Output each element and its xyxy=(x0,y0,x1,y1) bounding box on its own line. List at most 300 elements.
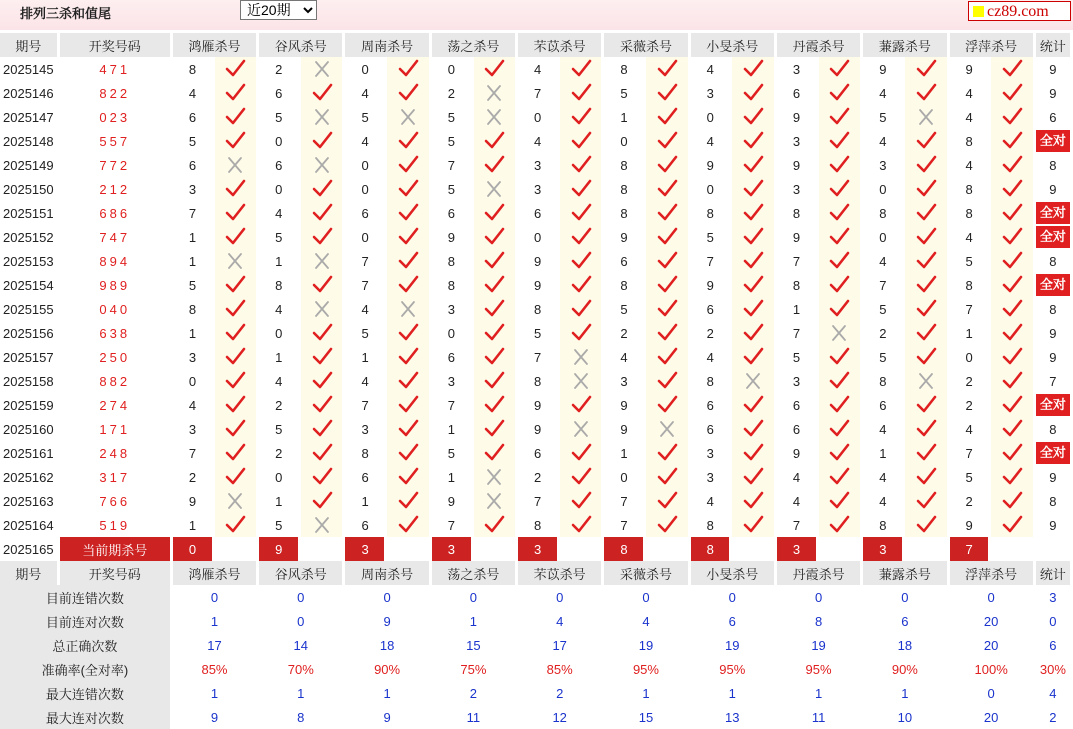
check-icon xyxy=(742,419,764,439)
kill-number-cell: 4 xyxy=(345,369,384,393)
check-icon xyxy=(915,251,937,271)
period-cell: 2025148 xyxy=(0,129,57,153)
stat-cell: 8 xyxy=(1036,297,1070,321)
result-mark-cell xyxy=(215,57,257,81)
result-mark-cell xyxy=(905,489,947,513)
result-mark-cell xyxy=(905,201,947,225)
kill-number-cell: 7 xyxy=(604,489,643,513)
check-icon xyxy=(742,443,764,463)
kill-number-cell: 8 xyxy=(432,273,471,297)
col-header-predictor: 丹霞杀号 xyxy=(777,561,860,585)
kill-number-cell: 0 xyxy=(259,321,298,345)
result-mark-cell xyxy=(387,273,429,297)
check-icon xyxy=(742,515,764,535)
summary-value: 1 xyxy=(604,681,687,705)
check-icon xyxy=(570,179,592,199)
kill-number-cell: 7 xyxy=(432,513,471,537)
check-icon xyxy=(742,107,764,127)
current-kill-number: 3 xyxy=(863,537,902,561)
check-icon xyxy=(915,131,937,151)
result-mark-cell xyxy=(215,273,257,297)
check-icon xyxy=(656,347,678,367)
kill-number-cell: 9 xyxy=(691,273,730,297)
check-icon xyxy=(1001,443,1023,463)
check-icon xyxy=(311,419,333,439)
cross-icon xyxy=(915,371,937,391)
kill-number-cell: 7 xyxy=(345,249,384,273)
col-header-predictor: 芣苡杀号 xyxy=(518,33,601,57)
kill-number-cell: 4 xyxy=(345,81,384,105)
table-row xyxy=(0,369,1070,393)
summary-value: 0 xyxy=(950,585,1033,609)
summary-label: 总正确次数 xyxy=(0,633,170,657)
winning-numbers-cell: 894 xyxy=(60,249,170,273)
kill-number-cell: 9 xyxy=(777,441,816,465)
stat-cell xyxy=(1036,201,1070,225)
current-kill-number: 3 xyxy=(518,537,557,561)
cross-icon xyxy=(311,299,333,319)
kill-number-cell: 7 xyxy=(950,441,989,465)
result-mark-cell xyxy=(474,57,516,81)
check-icon xyxy=(483,227,505,247)
col-header-predictor: 荡之杀号 xyxy=(432,33,515,57)
result-mark-cell xyxy=(819,177,861,201)
col-header-predictor: 采薇杀号 xyxy=(604,33,687,57)
summary-value: 11 xyxy=(432,705,515,729)
check-icon xyxy=(1001,203,1023,223)
result-mark-cell xyxy=(991,321,1033,345)
kill-number-cell: 8 xyxy=(950,273,989,297)
result-mark-cell xyxy=(991,345,1033,369)
cross-icon xyxy=(311,515,333,535)
kill-number-cell: 0 xyxy=(691,177,730,201)
check-icon xyxy=(1001,515,1023,535)
kill-number-cell: 6 xyxy=(345,465,384,489)
kill-number-cell: 8 xyxy=(604,153,643,177)
result-mark-cell xyxy=(560,177,602,201)
summary-value: 1 xyxy=(432,609,515,633)
check-icon xyxy=(828,131,850,151)
check-icon xyxy=(828,107,850,127)
cross-icon xyxy=(570,371,592,391)
kill-number-cell: 1 xyxy=(950,321,989,345)
summary-value: 0 xyxy=(604,585,687,609)
result-mark-cell xyxy=(215,441,257,465)
stat-cell: 9 xyxy=(1036,345,1070,369)
kill-number-cell: 5 xyxy=(259,225,298,249)
kill-number-cell: 0 xyxy=(604,129,643,153)
kill-number-cell: 4 xyxy=(950,417,989,441)
col-header-predictor: 鸿雁杀号 xyxy=(173,33,256,57)
kill-number-cell: 3 xyxy=(777,129,816,153)
check-icon xyxy=(224,227,246,247)
period-cell: 2025146 xyxy=(0,81,57,105)
cross-icon xyxy=(742,371,764,391)
check-icon xyxy=(397,251,419,271)
check-icon xyxy=(828,467,850,487)
kill-number-cell: 5 xyxy=(345,105,384,129)
summary-value: 15 xyxy=(604,705,687,729)
kill-number-cell: 7 xyxy=(432,393,471,417)
check-icon xyxy=(656,131,678,151)
result-mark-cell xyxy=(560,417,602,441)
kill-number-cell: 6 xyxy=(173,105,212,129)
kill-number-cell: 6 xyxy=(604,249,643,273)
stat-cell: 9 xyxy=(1036,321,1070,345)
result-mark-cell xyxy=(732,441,774,465)
check-icon xyxy=(742,227,764,247)
kill-number-cell: 9 xyxy=(863,57,902,81)
result-mark-cell xyxy=(474,369,516,393)
check-icon xyxy=(224,419,246,439)
check-icon xyxy=(742,491,764,511)
kill-number-cell: 6 xyxy=(259,153,298,177)
result-mark-cell xyxy=(819,417,861,441)
kill-number-cell: 1 xyxy=(173,225,212,249)
kill-number-cell: 4 xyxy=(950,225,989,249)
all-right-badge: 全对 xyxy=(1036,394,1070,416)
result-mark-cell xyxy=(215,297,257,321)
check-icon xyxy=(224,275,246,295)
period-cell: 2025154 xyxy=(0,273,57,297)
check-icon xyxy=(1001,107,1023,127)
table-row xyxy=(0,441,1070,465)
check-icon xyxy=(311,323,333,343)
result-mark-cell xyxy=(646,81,688,105)
check-icon xyxy=(656,443,678,463)
table-row xyxy=(0,393,1070,417)
result-mark-cell xyxy=(732,81,774,105)
winning-numbers-cell: 317 xyxy=(60,465,170,489)
kill-number-cell: 9 xyxy=(432,489,471,513)
current-kill-spacer xyxy=(646,537,688,561)
check-icon xyxy=(570,323,592,343)
check-icon xyxy=(483,323,505,343)
result-mark-cell xyxy=(215,321,257,345)
result-mark-cell xyxy=(215,225,257,249)
winning-numbers-cell: 638 xyxy=(60,321,170,345)
table-row xyxy=(0,201,1070,225)
winning-numbers-cell: 248 xyxy=(60,441,170,465)
result-mark-cell xyxy=(560,297,602,321)
result-mark-cell xyxy=(560,393,602,417)
check-icon xyxy=(570,299,592,319)
check-icon xyxy=(311,467,333,487)
cross-icon xyxy=(224,251,246,271)
result-mark-cell xyxy=(646,441,688,465)
result-mark-cell xyxy=(646,465,688,489)
result-mark-cell xyxy=(905,321,947,345)
kill-number-cell: 5 xyxy=(604,81,643,105)
result-mark-cell xyxy=(301,441,343,465)
summary-value: 19 xyxy=(604,633,687,657)
kill-number-cell: 8 xyxy=(604,177,643,201)
result-mark-cell xyxy=(819,249,861,273)
result-mark-cell xyxy=(732,153,774,177)
result-mark-cell xyxy=(387,513,429,537)
result-mark-cell xyxy=(819,273,861,297)
site-logo[interactable] xyxy=(968,1,1071,21)
result-mark-cell xyxy=(819,201,861,225)
check-icon xyxy=(224,515,246,535)
kill-number-cell: 8 xyxy=(518,369,557,393)
result-mark-cell xyxy=(646,153,688,177)
kill-number-cell: 6 xyxy=(777,393,816,417)
kill-number-cell: 8 xyxy=(950,129,989,153)
all-right-badge: 全对 xyxy=(1036,130,1070,152)
col-header-period: 期号 xyxy=(0,33,57,57)
result-mark-cell xyxy=(905,225,947,249)
current-kill-label: 当前期杀号 xyxy=(60,537,170,561)
kill-number-cell: 3 xyxy=(432,297,471,321)
check-icon xyxy=(483,131,505,151)
result-mark-cell xyxy=(215,513,257,537)
result-mark-cell xyxy=(991,129,1033,153)
period-select[interactable] xyxy=(240,0,317,20)
check-icon xyxy=(1001,299,1023,319)
result-mark-cell xyxy=(905,513,947,537)
all-right-badge: 全对 xyxy=(1036,274,1070,296)
result-mark-cell xyxy=(991,489,1033,513)
result-mark-cell xyxy=(387,345,429,369)
kill-number-cell: 7 xyxy=(518,345,557,369)
kill-number-cell: 3 xyxy=(432,369,471,393)
winning-numbers-cell: 747 xyxy=(60,225,170,249)
check-icon xyxy=(828,347,850,367)
result-mark-cell xyxy=(991,201,1033,225)
result-mark-cell xyxy=(905,369,947,393)
cross-icon xyxy=(224,155,246,175)
check-icon xyxy=(311,275,333,295)
result-mark-cell xyxy=(560,57,602,81)
check-icon xyxy=(656,251,678,271)
kill-number-cell: 6 xyxy=(691,417,730,441)
kill-number-cell: 7 xyxy=(518,489,557,513)
result-mark-cell xyxy=(387,129,429,153)
check-icon xyxy=(656,107,678,127)
check-icon xyxy=(397,155,419,175)
result-mark-cell xyxy=(732,369,774,393)
check-icon xyxy=(656,227,678,247)
check-icon xyxy=(656,59,678,79)
check-icon xyxy=(828,443,850,463)
kill-number-cell: 5 xyxy=(950,465,989,489)
kill-number-cell: 1 xyxy=(432,417,471,441)
table-row xyxy=(0,321,1070,345)
result-mark-cell xyxy=(646,393,688,417)
result-mark-cell xyxy=(732,129,774,153)
kill-number-cell: 2 xyxy=(950,369,989,393)
summary-value: 75% xyxy=(432,657,515,681)
check-icon xyxy=(397,419,419,439)
result-mark-cell xyxy=(646,417,688,441)
result-mark-cell xyxy=(215,369,257,393)
check-icon xyxy=(483,371,505,391)
period-cell: 2025147 xyxy=(0,105,57,129)
kill-number-cell: 1 xyxy=(604,105,643,129)
result-mark-cell xyxy=(474,129,516,153)
check-icon xyxy=(397,227,419,247)
result-mark-cell xyxy=(387,177,429,201)
result-mark-cell xyxy=(732,465,774,489)
check-icon xyxy=(570,275,592,295)
result-mark-cell xyxy=(819,81,861,105)
kill-number-cell: 4 xyxy=(777,465,816,489)
current-kill-spacer xyxy=(387,537,429,561)
result-mark-cell xyxy=(819,393,861,417)
period-cell: 2025164 xyxy=(0,513,57,537)
stat-cell: 8 xyxy=(1036,153,1070,177)
stat-cell: 7 xyxy=(1036,369,1070,393)
check-icon xyxy=(656,203,678,223)
kill-number-cell: 9 xyxy=(604,393,643,417)
table-row xyxy=(0,81,1070,105)
kill-number-cell: 5 xyxy=(432,105,471,129)
check-icon xyxy=(1001,419,1023,439)
result-mark-cell xyxy=(301,57,343,81)
result-mark-cell xyxy=(301,369,343,393)
check-icon xyxy=(742,203,764,223)
kill-number-cell: 5 xyxy=(345,321,384,345)
kill-number-cell: 5 xyxy=(863,297,902,321)
check-icon xyxy=(1001,323,1023,343)
result-mark-cell xyxy=(819,105,861,129)
summary-value: 95% xyxy=(691,657,774,681)
result-mark-cell xyxy=(474,297,516,321)
check-icon xyxy=(397,323,419,343)
check-icon xyxy=(1001,467,1023,487)
current-kill-spacer xyxy=(819,537,861,561)
summary-value: 90% xyxy=(345,657,428,681)
current-kill-number: 3 xyxy=(345,537,384,561)
col-header-numbers: 开奖号码 xyxy=(60,33,170,57)
kill-number-cell: 9 xyxy=(173,489,212,513)
all-right-badge: 全对 xyxy=(1036,226,1070,248)
kill-number-cell: 4 xyxy=(950,153,989,177)
check-icon xyxy=(1001,227,1023,247)
result-mark-cell xyxy=(991,513,1033,537)
check-icon xyxy=(828,227,850,247)
summary-value: 6 xyxy=(863,609,946,633)
result-mark-cell xyxy=(215,489,257,513)
result-mark-cell xyxy=(387,297,429,321)
kill-number-cell: 5 xyxy=(432,177,471,201)
period-cell: 2025157 xyxy=(0,345,57,369)
kill-number-cell: 3 xyxy=(863,153,902,177)
check-icon xyxy=(742,395,764,415)
check-icon xyxy=(570,107,592,127)
result-mark-cell xyxy=(474,441,516,465)
kill-number-cell: 5 xyxy=(691,225,730,249)
result-mark-cell xyxy=(474,81,516,105)
check-icon xyxy=(311,371,333,391)
check-icon xyxy=(483,59,505,79)
summary-label: 最大连对次数 xyxy=(0,705,170,729)
check-icon xyxy=(915,443,937,463)
check-icon xyxy=(397,347,419,367)
page-title: 排列三杀和值尾 xyxy=(20,6,112,21)
result-mark-cell xyxy=(905,417,947,441)
result-mark-cell xyxy=(474,489,516,513)
check-icon xyxy=(828,83,850,103)
kill-number-cell: 0 xyxy=(863,177,902,201)
check-icon xyxy=(1001,251,1023,271)
result-mark-cell xyxy=(301,81,343,105)
result-mark-cell xyxy=(215,105,257,129)
kill-number-cell: 8 xyxy=(604,57,643,81)
kill-number-cell: 2 xyxy=(259,441,298,465)
result-mark-cell xyxy=(905,177,947,201)
check-icon xyxy=(224,467,246,487)
check-icon xyxy=(397,131,419,151)
kill-number-cell: 6 xyxy=(345,513,384,537)
kill-number-cell: 6 xyxy=(777,81,816,105)
col-header-predictor: 浮萍杀号 xyxy=(950,561,1033,585)
kill-number-cell: 8 xyxy=(950,201,989,225)
kill-number-cell: 1 xyxy=(432,465,471,489)
kill-number-cell: 9 xyxy=(518,273,557,297)
kill-number-cell: 9 xyxy=(604,417,643,441)
result-mark-cell xyxy=(905,465,947,489)
kill-number-cell: 6 xyxy=(259,81,298,105)
col-header-predictor: 丹霞杀号 xyxy=(777,33,860,57)
result-mark-cell xyxy=(387,249,429,273)
kill-number-cell: 8 xyxy=(691,369,730,393)
kill-number-cell: 4 xyxy=(863,465,902,489)
check-icon xyxy=(224,131,246,151)
kill-number-cell: 9 xyxy=(432,225,471,249)
kill-number-cell: 2 xyxy=(432,81,471,105)
winning-numbers-cell: 171 xyxy=(60,417,170,441)
winning-numbers-cell: 023 xyxy=(60,105,170,129)
result-mark-cell xyxy=(646,57,688,81)
result-mark-cell xyxy=(819,297,861,321)
summary-value: 0 xyxy=(432,585,515,609)
kill-number-cell: 5 xyxy=(518,321,557,345)
check-icon xyxy=(742,83,764,103)
result-mark-cell xyxy=(732,201,774,225)
result-mark-cell xyxy=(732,273,774,297)
result-mark-cell xyxy=(560,201,602,225)
kill-number-cell: 1 xyxy=(173,249,212,273)
result-mark-cell xyxy=(560,153,602,177)
summary-stat: 6 xyxy=(1036,633,1070,657)
kill-number-cell: 1 xyxy=(259,345,298,369)
period-cell: 2025158 xyxy=(0,369,57,393)
winning-numbers-cell: 766 xyxy=(60,489,170,513)
summary-value: 12 xyxy=(518,705,601,729)
result-mark-cell xyxy=(819,321,861,345)
kill-number-cell: 9 xyxy=(518,249,557,273)
result-mark-cell xyxy=(387,393,429,417)
current-kill-number: 9 xyxy=(259,537,298,561)
check-icon xyxy=(742,251,764,271)
current-kill-spacer xyxy=(301,537,343,561)
kill-number-cell: 7 xyxy=(863,273,902,297)
col-header-predictor: 小旻杀号 xyxy=(691,33,774,57)
stat-cell xyxy=(1036,393,1070,417)
result-mark-cell xyxy=(646,321,688,345)
summary-value: 0 xyxy=(691,585,774,609)
result-mark-cell xyxy=(819,513,861,537)
check-icon xyxy=(397,371,419,391)
kill-number-cell: 4 xyxy=(173,81,212,105)
check-icon xyxy=(483,299,505,319)
result-mark-cell xyxy=(819,489,861,513)
result-mark-cell xyxy=(905,153,947,177)
winning-numbers-cell: 519 xyxy=(60,513,170,537)
check-icon xyxy=(656,275,678,295)
